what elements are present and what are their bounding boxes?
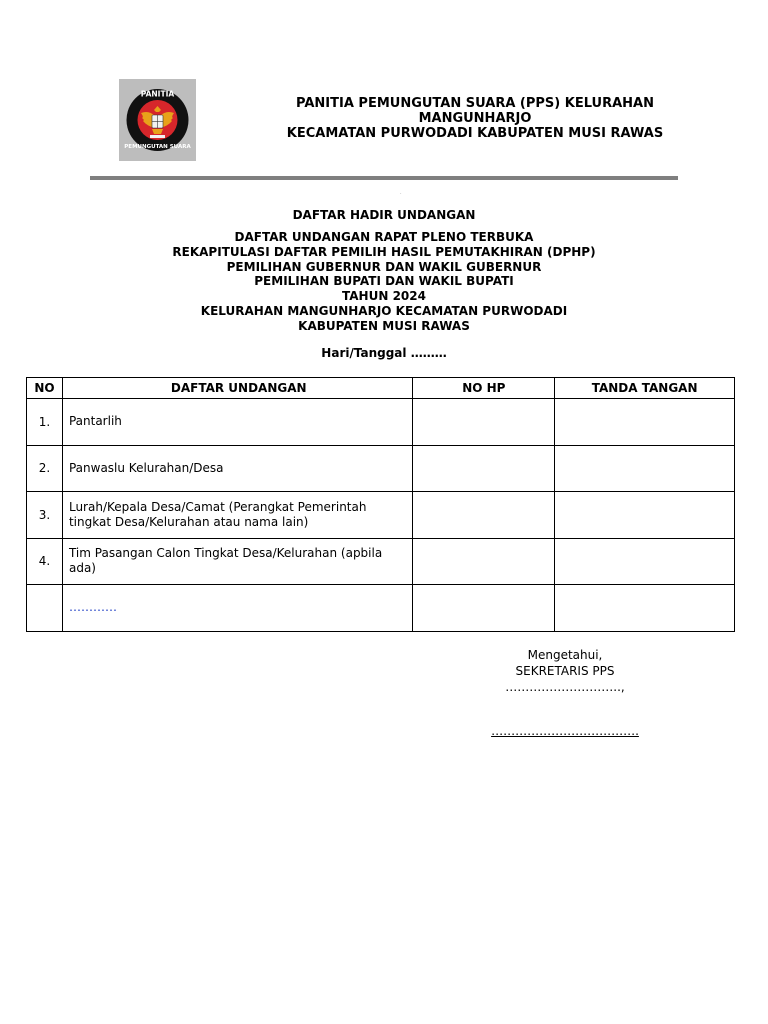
acknowledged-label: Mengetahui, (527, 648, 603, 662)
invitee-name: Panwaslu Kelurahan/Desa (62, 445, 413, 492)
signature-cell[interactable] (555, 585, 735, 632)
phone-cell[interactable] (413, 399, 555, 446)
logo-text-top: PANITIA (140, 89, 175, 99)
signature-cell[interactable] (555, 399, 735, 446)
logo-text-bottom: PEMUNGUTAN SUARA (124, 144, 191, 150)
phone-cell[interactable] (413, 445, 555, 492)
document-subtitles (0, 230, 768, 334)
phone-cell[interactable] (413, 538, 555, 585)
header-signature: TANDA TANGAN (555, 378, 735, 399)
subtitle-line: KABUPATEN MUSI RAWAS (298, 318, 470, 333)
subtitle-line: DAFTAR UNDANGAN RAPAT PLENO TERBUKA (234, 230, 534, 244)
row-number: 2. (27, 445, 63, 492)
table-header-row (27, 378, 735, 399)
secretary-name-line: ………………………………. (491, 724, 639, 738)
header-phone: NO HP (413, 378, 555, 399)
subtitle-line: PEMILIHAN GUBERNUR DAN WAKIL GUBERNUR (226, 259, 542, 274)
date-line: Hari/Tanggal ……… (321, 346, 447, 360)
document-title: DAFTAR HADIR UNDANGAN (292, 208, 476, 222)
row-number: 4. (27, 538, 63, 585)
row-number: 1. (27, 399, 63, 446)
phone-cell[interactable] (413, 585, 555, 632)
invitee-name: Pantarlih (62, 399, 413, 446)
org-line-2: MANGUNHARJO (418, 111, 532, 126)
subtitle-line: TAHUN 2024 (342, 289, 426, 304)
signature-cell[interactable] (555, 492, 735, 539)
header-divider (90, 176, 678, 180)
header-invitees: DAFTAR UNDANGAN (62, 378, 413, 399)
invitee-name: Tim Pasangan Calon Tingkat Desa/Kelurahan (apbila ada) (62, 538, 413, 585)
place-date-line: ……………………….., (505, 680, 625, 694)
invitee-name: Lurah/Kepala Desa/Camat (Perangkat Pemerintah tingkat Desa/Kelurahan atau nama lain) (62, 492, 413, 539)
signature-block (470, 647, 660, 695)
row-number (27, 585, 63, 632)
subtitle-line: REKAPITULASI DAFTAR PEMILIH HASIL PEMUTAKHIRAN (DPHP) (172, 244, 596, 259)
phone-cell[interactable] (413, 492, 555, 539)
invitee-name-placeholder: ………… (62, 585, 413, 632)
table-row (27, 585, 735, 632)
subtitle-line: KELURAHAN MANGUNHARJO KECAMATAN PURWODADI (200, 303, 568, 318)
table-row (27, 445, 735, 492)
signature-cell[interactable] (555, 445, 735, 492)
kpu-logo (119, 79, 196, 161)
garuda-emblem-icon (119, 79, 196, 161)
row-number: 3. (27, 492, 63, 539)
table-row (27, 399, 735, 446)
organization-heading (250, 96, 700, 141)
org-line-3: KECAMATAN PURWODADI KABUPATEN MUSI RAWAS (286, 126, 664, 141)
subtitle-line: PEMILIHAN BUPATI DAN WAKIL BUPATI (254, 274, 514, 289)
attendance-table (26, 377, 735, 632)
stray-mark: . (400, 190, 402, 196)
header-no: NO (27, 378, 63, 399)
org-line-1: PANITIA PEMUNGUTAN SUARA (PPS) KELURAHAN (296, 96, 654, 111)
table-row (27, 538, 735, 585)
table-row (27, 492, 735, 539)
secretary-title: SEKRETARIS PPS (515, 664, 615, 678)
signature-cell[interactable] (555, 538, 735, 585)
